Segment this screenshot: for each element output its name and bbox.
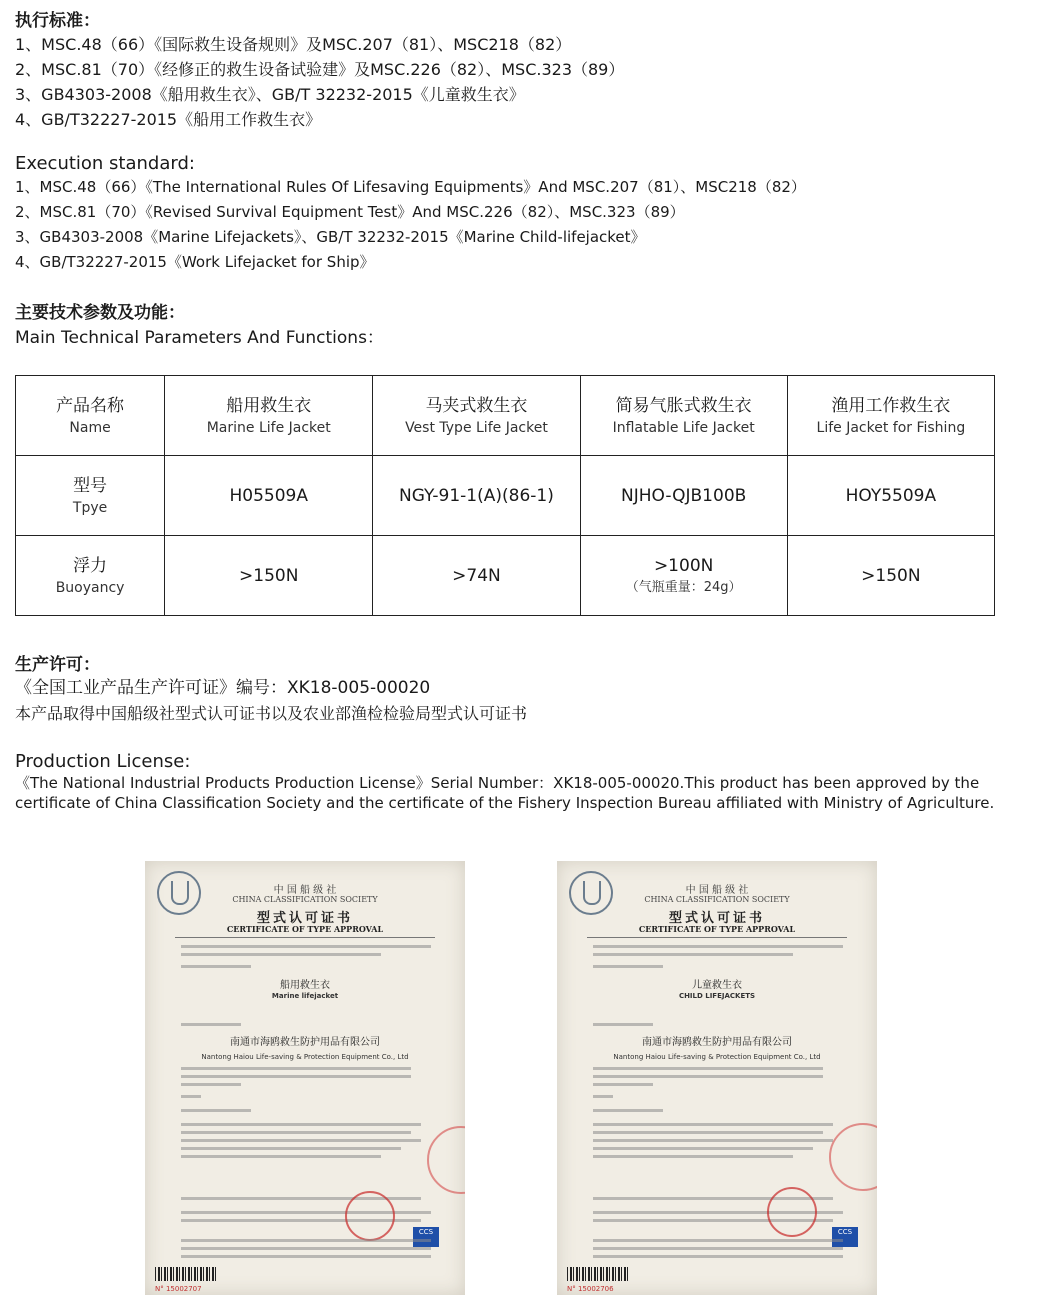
cert-title-cn: 型式认可证书 (668, 911, 765, 926)
cert-maker-en: Nantong Haiou Life-saving & Protection Equipment Co., Ltd (613, 1053, 821, 1061)
fine-print (593, 1067, 823, 1070)
cert-maker-cn: 南通市海鸥救生防护用品有限公司 (230, 1037, 380, 1048)
exec-standard-en (15, 153, 806, 275)
fine-print (593, 1139, 833, 1142)
cert-title-en: CERTIFICATE OF TYPE APPROVAL (638, 924, 796, 934)
fine-print (181, 1247, 431, 1250)
cert-serial: N° 15002707 (155, 1285, 202, 1293)
fine-print (593, 1075, 823, 1078)
fine-print (593, 1095, 613, 1098)
fine-print (181, 1023, 241, 1026)
table-row (16, 536, 995, 616)
red-seal-stamp (345, 1191, 395, 1241)
cert-maker-cn: 南通市海鸥救生防护用品有限公司 (642, 1037, 792, 1048)
table-row (16, 456, 995, 536)
fine-print (181, 1155, 381, 1158)
table-cell (373, 536, 580, 616)
license-en-heading: Production License: (15, 751, 191, 772)
buoyancy-value: >150N (239, 565, 299, 586)
table-cell (165, 536, 373, 616)
table-row (16, 376, 995, 456)
fine-print (181, 1131, 411, 1134)
fine-print (181, 1083, 241, 1086)
fine-print (181, 1139, 421, 1142)
row-label-name (16, 376, 165, 456)
fine-print (593, 953, 793, 956)
model-value: NJHO-QJB100B (621, 485, 747, 506)
table-cell (165, 456, 373, 536)
cert-org-en: CHINA CLASSIFICATION SOCIETY (232, 895, 378, 904)
fine-print (593, 1239, 843, 1242)
fine-print (181, 1147, 401, 1150)
row-label-cn: 浮力 (73, 555, 108, 576)
table-cell (165, 376, 373, 456)
fine-print (181, 953, 381, 956)
cert-org-cn: 中 国 船 级 社 (273, 885, 337, 896)
model-value: NGY-91-1(A)(86-1) (399, 485, 554, 506)
fine-print (593, 1255, 843, 1258)
license-cn-number: 《全国工业产品生产许可证》编号：XK18-005-00020 (15, 678, 431, 698)
fine-print (593, 1123, 833, 1126)
row-label-cn: 产品名称 (56, 395, 125, 416)
buoyancy-value: >74N (452, 565, 501, 586)
license-en (15, 751, 1015, 813)
params-heading-cn: 主要技术参数及功能： (15, 303, 185, 323)
cert-maker-en: Nantong Haiou Life-saving & Protection Equipment Co., Ltd (201, 1053, 409, 1061)
cert-product-en: CHILD LIFEJACKETS (678, 992, 756, 1000)
barcode-icon (155, 1267, 217, 1281)
row-label-en: Tpye (72, 499, 108, 516)
exec-standard-cn-item: 3、GB4303-2008《船用救生衣》、GB/T 32232-2015《儿童救生衣》 (15, 85, 525, 104)
row-label-cn: 型号 (73, 475, 108, 496)
cert-product-en: Marine lifejacket (271, 992, 339, 1000)
license-cn-heading: 生产许可： (15, 655, 100, 675)
cylinder-weight-note: （气瓶重量：24g） (625, 579, 742, 595)
fine-print (593, 945, 843, 948)
fine-print (593, 1109, 663, 1112)
exec-standard-cn-item: 1、MSC.48（66）《国际救生设备规则》及MSC.207（81）、MSC218（82） (15, 35, 572, 54)
cert-serial: N° 15002706 (567, 1285, 614, 1293)
license-cn-approval: 本产品取得中国船级社型式认可证书以及农业部渔检检验局型式认可证书 (15, 704, 528, 723)
buoyancy-value: >150N (861, 565, 921, 586)
model-value: HOY5509A (845, 485, 937, 506)
fine-print (593, 1155, 793, 1158)
divider (175, 937, 435, 938)
exec-standard-en-item: 1、MSC.48（66）《The International Rules Of Lifesaving Equipments》And MSC.207（81）、MSC218（82） (15, 178, 806, 196)
fine-print (593, 965, 663, 968)
product-name-en: Vest Type Life Jacket (405, 419, 548, 436)
table-cell (580, 456, 787, 536)
license-cn (15, 654, 527, 726)
exec-standard-en-item: 4、GB/T32227-2015《Work Lifejacket for Ship》 (15, 253, 375, 271)
license-en-text: 《The National Industrial Products Production License》Serial Number：XK18-005-00020.This product has been approved by the certificate of China Classification Society and the certificate of the Fishery Inspection Bureau affiliated with Ministry of Agriculture. (15, 774, 995, 812)
table-cell (580, 376, 787, 456)
cert-org-cn: 中 国 船 级 社 (685, 885, 749, 896)
exec-standard-cn-heading: 执行标准： (15, 11, 100, 31)
row-label-buoyancy (16, 536, 165, 616)
table-cell (580, 536, 787, 616)
exec-standard-en-item: 2、MSC.81（70）《Revised Survival Equipment Test》And MSC.226（82）、MSC.323（89） (15, 203, 685, 221)
row-label-en: Name (69, 419, 111, 436)
red-seal-stamp (767, 1187, 817, 1237)
barcode-icon (567, 1267, 629, 1281)
fine-print (593, 1247, 843, 1250)
table-cell (787, 456, 994, 536)
ccs-logo-icon: CCS (413, 1227, 439, 1247)
cert-title-en: CERTIFICATE OF TYPE APPROVAL (226, 924, 384, 934)
params-table (15, 375, 995, 616)
cert-org-en: CHINA CLASSIFICATION SOCIETY (644, 895, 790, 904)
model-value: H05509A (229, 485, 308, 506)
cert-title-cn: 型式认可证书 (256, 911, 353, 926)
fine-print (181, 965, 251, 968)
table-cell (787, 376, 994, 456)
fine-print (181, 1123, 421, 1126)
cert-product-cn: 儿童救生衣 (692, 980, 742, 991)
fine-print (593, 1131, 823, 1134)
table-cell (373, 456, 580, 536)
fine-print (181, 945, 431, 948)
row-label-en: Buoyancy (55, 579, 125, 596)
fine-print (181, 1095, 201, 1098)
divider (587, 937, 847, 938)
product-name-cn: 简易气胀式救生衣 (615, 395, 752, 416)
product-name-en: Inflatable Life Jacket (612, 419, 755, 436)
product-name-cn: 渔用工作救生衣 (831, 395, 951, 416)
exec-standard-cn-item: 4、GB/T32227-2015《船用工作救生衣》 (15, 110, 322, 129)
red-seal-stamp (427, 1126, 465, 1194)
fine-print (181, 1067, 411, 1070)
exec-standard-cn-item: 2、MSC.81（70）《经修正的救生设备试验建》及MSC.226（82）、MSC.323（89） (15, 60, 625, 79)
certificate-marine-lifejacket (145, 861, 465, 1295)
fine-print (593, 1147, 813, 1150)
params-heading (15, 302, 384, 349)
fine-print (181, 1255, 431, 1258)
exec-standard-en-item: 3、GB4303-2008《Marine Lifejackets》、GB/T 32232-2015《Marine Child-lifejacket》 (15, 228, 646, 246)
params-heading-en: Main Technical Parameters And Functions： (15, 328, 384, 348)
fine-print (181, 1239, 431, 1242)
product-name-en: Life Jacket for Fishing (816, 419, 966, 436)
cert-product-cn: 船用救生衣 (280, 980, 330, 991)
table-cell (787, 536, 994, 616)
ccs-logo-icon: CCS (832, 1227, 858, 1247)
certificate-child-lifejacket (557, 861, 877, 1295)
product-name-en: Marine Life Jacket (206, 419, 331, 436)
fine-print (593, 1083, 653, 1086)
fine-print (593, 1023, 653, 1026)
product-name-cn: 船用救生衣 (226, 395, 312, 416)
red-seal-stamp (829, 1123, 877, 1191)
fine-print (181, 1075, 411, 1078)
exec-standard-en-heading: Execution standard: (15, 153, 195, 174)
exec-standard-cn (15, 10, 624, 132)
row-label-type (16, 456, 165, 536)
fine-print (181, 1109, 251, 1112)
product-name-cn: 马夹式救生衣 (425, 395, 528, 416)
table-cell (373, 376, 580, 456)
buoyancy-value: >100N (653, 555, 714, 576)
